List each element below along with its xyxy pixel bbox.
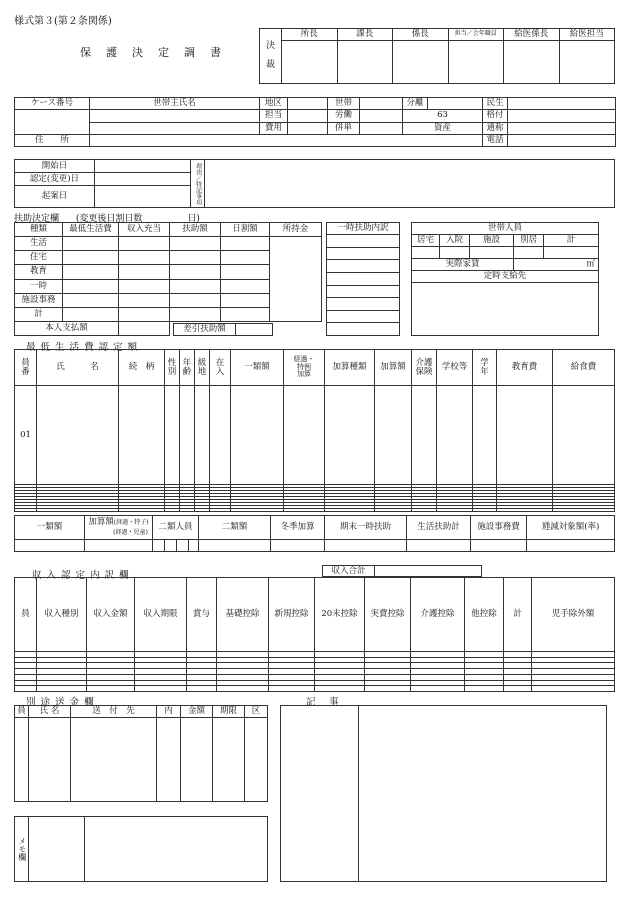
approval-header: 担当／会年職員 <box>448 29 504 41</box>
transfer-cell[interactable] <box>157 718 181 802</box>
ml-cell[interactable] <box>553 386 615 485</box>
temp-aid-table <box>326 222 400 336</box>
income-col: 収入金額 <box>87 578 135 652</box>
ml-cell[interactable] <box>210 508 231 511</box>
income-cell[interactable] <box>187 686 217 692</box>
transfer-cell[interactable] <box>213 718 245 802</box>
fixed-pay-label: 定時支給先 <box>412 271 599 283</box>
decision-cell[interactable] <box>63 293 119 307</box>
cert-date-field[interactable] <box>95 173 191 186</box>
sum-col: 期末一時扶助 <box>325 516 407 540</box>
ml-col: 加算額 <box>375 350 412 386</box>
memo-table <box>14 816 268 882</box>
ml-cell[interactable] <box>437 386 473 485</box>
ml-col: 学 年 <box>473 350 497 386</box>
decision-cell[interactable] <box>170 279 221 293</box>
transfer-col: 期限 <box>213 706 245 718</box>
approval-header: 係長 <box>393 29 449 41</box>
decision-row-label: 一時 <box>15 279 63 293</box>
members-cell[interactable] <box>470 247 514 259</box>
sum-col: 二類人員 <box>153 516 199 540</box>
memo-label: メモ欄 <box>15 817 29 882</box>
ml-cell[interactable] <box>195 508 210 511</box>
ml-cell[interactable] <box>473 508 497 511</box>
status-field[interactable] <box>508 110 616 122</box>
notes-table <box>280 705 607 882</box>
cert-date-label: 認定(変更)日 <box>15 173 95 186</box>
income-total-table <box>322 565 482 577</box>
income-col: 新規控除 <box>269 578 315 652</box>
decision-cell[interactable] <box>63 279 119 293</box>
members-cell[interactable] <box>544 247 599 259</box>
transfer-title: 別 途 送 金 欄 <box>26 697 95 708</box>
sum-col-addition-sub2: (経過・児童) <box>113 528 148 536</box>
income-cell[interactable] <box>411 686 465 692</box>
decision-cell[interactable] <box>170 307 221 321</box>
members-table <box>411 222 599 336</box>
ml-cell[interactable] <box>210 386 231 485</box>
income-col: 収入種別 <box>37 578 87 652</box>
cash-on-hand-field[interactable] <box>270 237 322 322</box>
ml-cell[interactable] <box>37 508 119 511</box>
household-field[interactable] <box>360 98 403 110</box>
income-cell[interactable] <box>15 686 37 692</box>
ml-cell[interactable] <box>165 386 180 485</box>
notes-field[interactable] <box>281 706 359 882</box>
start-date-field[interactable] <box>95 160 191 173</box>
rent-label: 実際家賃 <box>412 259 514 271</box>
income-cell[interactable] <box>87 686 135 692</box>
ml-cell[interactable] <box>473 386 497 485</box>
self-pay-field[interactable] <box>119 321 170 335</box>
decision-col: 収入充当 <box>119 223 170 237</box>
stamp-box[interactable] <box>559 41 615 84</box>
memo-field-2[interactable] <box>85 817 268 882</box>
decision-row-label: 住宅 <box>15 251 63 265</box>
ml-cell[interactable] <box>231 508 284 511</box>
separation-field[interactable] <box>428 98 483 110</box>
sum-cell[interactable] <box>407 540 471 552</box>
sum-cell[interactable] <box>165 540 177 552</box>
welfare-label: 民生 <box>483 98 508 110</box>
draft-date-label: 起案日 <box>15 186 95 208</box>
stamp-box[interactable] <box>393 41 449 84</box>
area-label: 地区 <box>260 98 288 110</box>
ml-col: 級 地 <box>195 350 210 386</box>
decision-cell[interactable] <box>221 251 270 265</box>
ml-col: 性 別 <box>165 350 180 386</box>
decision-col: 種類 <box>15 223 63 237</box>
decision-title-text: 扶助決定欄 <box>14 214 60 224</box>
staff-label: 担当 <box>260 110 288 122</box>
memo-field[interactable] <box>29 817 85 882</box>
ml-cell[interactable] <box>119 386 165 485</box>
ml-cell[interactable] <box>412 508 437 511</box>
notes-field-2[interactable] <box>359 706 607 882</box>
notes-title: 記 事 <box>306 697 341 708</box>
ml-col: 介護 保険 <box>412 350 437 386</box>
members-col: 計 <box>544 235 599 247</box>
separation-value: 63 <box>403 110 483 122</box>
ml-cell[interactable] <box>325 386 375 485</box>
income-cell[interactable] <box>315 686 365 692</box>
transfer-cell[interactable] <box>15 718 29 802</box>
temp-aid-cell[interactable] <box>327 272 400 285</box>
ml-first-row-number: 01 <box>15 386 37 485</box>
stamp-box[interactable] <box>448 41 504 84</box>
sum-cell[interactable] <box>177 540 189 552</box>
head-name-label: 世帯主氏名 <box>90 98 260 110</box>
income-cell[interactable] <box>269 686 315 692</box>
phone-label: 電話 <box>483 134 508 146</box>
min-living-title: 最 低 生 活 費 認 定 額 <box>26 342 139 353</box>
ml-cell[interactable] <box>284 508 325 511</box>
ml-col: 学校等 <box>437 350 473 386</box>
sum-cell[interactable] <box>85 540 153 552</box>
ml-cell[interactable] <box>412 386 437 485</box>
temp-aid-cell[interactable] <box>327 298 400 311</box>
household-label: 世帯 <box>328 98 360 110</box>
ml-cell[interactable] <box>180 508 195 511</box>
ml-col: 教育費 <box>497 350 553 386</box>
decision-cell[interactable] <box>221 307 270 321</box>
sum-col: 生活扶助計 <box>407 516 471 540</box>
decision-cell[interactable] <box>119 251 170 265</box>
income-title: 収 入 認 定 内 訳 欄 <box>32 570 130 581</box>
alias-field[interactable] <box>508 122 616 134</box>
members-col: 施設 <box>470 235 514 247</box>
alias-label: 通称 <box>483 122 508 134</box>
sum-col <box>85 516 153 540</box>
diff-label: 差引扶助額 <box>174 324 236 336</box>
decision-cell[interactable] <box>170 251 221 265</box>
decision-cell[interactable] <box>170 237 221 251</box>
temp-aid-cell[interactable] <box>327 247 400 260</box>
transfer-cell[interactable] <box>29 718 71 802</box>
ml-col: 年 齢 <box>180 350 195 386</box>
labor-field[interactable] <box>360 110 403 122</box>
stamp-box[interactable] <box>504 41 560 84</box>
sum-col: 施設事務費 <box>471 516 527 540</box>
ml-empty-rows <box>15 485 615 512</box>
income-rows <box>15 652 615 692</box>
sum-col-addition-sub1: (経過・特子) <box>113 519 149 527</box>
sum-cell[interactable] <box>199 540 271 552</box>
income-col: 他控除 <box>465 578 504 652</box>
ml-cell[interactable] <box>325 508 375 511</box>
min-living-table <box>14 349 615 512</box>
transfer-cell[interactable] <box>71 718 157 802</box>
draft-date-field[interactable] <box>95 186 191 208</box>
transfer-cell[interactable] <box>245 718 268 802</box>
decision-row-label: 施設事務 <box>15 293 63 307</box>
income-col: 基礎控除 <box>217 578 269 652</box>
start-date-label: 開始日 <box>15 160 95 173</box>
status-label: 格付 <box>483 110 508 122</box>
stamp-box[interactable] <box>282 41 338 84</box>
temp-aid-label: 一時扶助内訳 <box>327 223 400 235</box>
transfer-table <box>14 705 268 802</box>
address-field[interactable] <box>90 134 483 146</box>
sum-cell[interactable] <box>271 540 325 552</box>
approval-header: 課長 <box>337 29 393 41</box>
income-col: 20未控除 <box>315 578 365 652</box>
ml-col: 経過・ 特例 加算 <box>284 350 325 386</box>
self-pay-label: 本人支払額 <box>15 321 119 335</box>
members-cell[interactable] <box>412 247 440 259</box>
approval-label: 決 裁 <box>260 29 282 84</box>
fixed-pay-field[interactable] <box>412 283 599 336</box>
ml-col: 一類額 <box>231 350 284 386</box>
ml-col: 給食費 <box>553 350 615 386</box>
decision-cell[interactable] <box>119 307 170 321</box>
temp-aid-cell[interactable] <box>327 310 400 323</box>
decision-cell[interactable] <box>63 237 119 251</box>
income-col: 員 <box>15 578 37 652</box>
income-col: 実費控除 <box>365 578 411 652</box>
ml-cell[interactable] <box>165 508 180 511</box>
ml-cell[interactable] <box>437 508 473 511</box>
approval-header: 給医係長 <box>504 29 560 41</box>
temp-aid-cell[interactable] <box>327 323 400 336</box>
transfer-col: 金額 <box>181 706 213 718</box>
income-cell[interactable] <box>217 686 269 692</box>
transfer-col: 区 <box>245 706 268 718</box>
head-name-field[interactable] <box>90 110 260 122</box>
ml-col: 氏 名 <box>37 350 119 386</box>
combined-label: 併単 <box>328 122 360 134</box>
income-cell[interactable] <box>365 686 411 692</box>
income-col: 介護控除 <box>411 578 465 652</box>
decision-cell[interactable] <box>119 293 170 307</box>
income-cell[interactable] <box>135 686 187 692</box>
ml-cell[interactable] <box>180 386 195 485</box>
welfare-field[interactable] <box>508 98 616 110</box>
decision-cell[interactable] <box>63 307 119 321</box>
sum-cell[interactable] <box>15 540 85 552</box>
members-title: 世帯人員 <box>412 223 599 235</box>
labor-label: 労働 <box>328 110 360 122</box>
income-table <box>14 577 615 692</box>
temp-aid-cell[interactable] <box>327 285 400 298</box>
separation-label: 分離 <box>403 98 428 110</box>
ml-summary-table <box>14 515 615 552</box>
decision-col: 最低生活費 <box>63 223 119 237</box>
decision-row-label: 生活 <box>15 237 63 251</box>
income-col: 児手除外額 <box>532 578 615 652</box>
ml-cell[interactable] <box>553 508 615 511</box>
sum-col-addition: 加算額 <box>88 517 114 528</box>
transfer-col: 送 付 先 <box>71 706 157 718</box>
stamp-box[interactable] <box>337 41 393 84</box>
income-col: 賞与 <box>187 578 217 652</box>
transfer-col: 員 <box>15 706 29 718</box>
staff-field[interactable] <box>288 110 328 122</box>
ml-cell[interactable] <box>119 508 165 511</box>
temp-aid-cell[interactable] <box>327 260 400 273</box>
ml-cell[interactable] <box>497 508 553 511</box>
combined-field[interactable] <box>360 122 403 134</box>
decision-cell[interactable] <box>170 293 221 307</box>
rent-unit: ㎡ <box>514 259 599 271</box>
ml-cell[interactable] <box>195 386 210 485</box>
approval-header: 所長 <box>282 29 338 41</box>
decision-cell[interactable] <box>170 265 221 279</box>
members-col: 居宅 <box>412 235 440 247</box>
cost-label: 費用 <box>260 122 288 134</box>
transfer-col: 氏 名 <box>29 706 71 718</box>
income-col: 計 <box>504 578 532 652</box>
decision-cell[interactable] <box>221 293 270 307</box>
members-col: 別居 <box>514 235 544 247</box>
members-col: 入院 <box>440 235 470 247</box>
ml-cell[interactable] <box>284 386 325 485</box>
dates-table <box>14 159 615 208</box>
reason-field[interactable] <box>205 160 615 208</box>
decision-subtitle: (変更後日割日数 日) <box>75 214 200 224</box>
decision-col: 日割額 <box>221 223 270 237</box>
sum-col: 冬季加算 <box>271 516 325 540</box>
sum-cell[interactable] <box>527 540 615 552</box>
ml-cell[interactable] <box>375 508 412 511</box>
sum-col: 逓減対象額(率) <box>527 516 615 540</box>
approval-header: 給医担当 <box>559 29 615 41</box>
ml-col: 加算種類 <box>325 350 375 386</box>
sum-cell[interactable] <box>153 540 165 552</box>
temp-aid-cell[interactable] <box>327 235 400 248</box>
ml-cell[interactable] <box>375 386 412 485</box>
income-cell[interactable] <box>37 686 87 692</box>
ml-col: 員 番 <box>15 350 37 386</box>
income-cell[interactable] <box>465 686 504 692</box>
diff-field[interactable] <box>236 324 273 336</box>
decision-row-label: 計 <box>15 307 63 321</box>
sum-cell[interactable] <box>189 540 199 552</box>
form-number: 様式第３(第２条関係) <box>14 16 112 27</box>
transfer-cell[interactable] <box>181 718 213 802</box>
case-number-label: ケース番号 <box>15 98 90 110</box>
sum-col: 一類額 <box>15 516 85 540</box>
transfer-col: 内 <box>157 706 181 718</box>
ml-cell[interactable] <box>231 386 284 485</box>
diff-table <box>173 323 273 336</box>
assets-label: 資産 <box>403 122 483 134</box>
ml-cell[interactable] <box>37 386 119 485</box>
income-cell[interactable] <box>504 686 532 692</box>
phone-field[interactable] <box>508 134 616 146</box>
area-field[interactable] <box>288 98 328 110</box>
reason-label: 理由／特記事項 <box>191 160 205 208</box>
income-total-label: 収入合計 <box>323 566 375 577</box>
ml-col: 続 柄 <box>119 350 165 386</box>
decision-cell[interactable] <box>221 279 270 293</box>
head-name-field-2[interactable] <box>90 122 260 134</box>
decision-cell[interactable] <box>63 251 119 265</box>
sum-col: 二類額 <box>199 516 271 540</box>
cost-field[interactable] <box>288 122 328 134</box>
case-number-field[interactable] <box>15 110 90 135</box>
income-cell[interactable] <box>532 686 615 692</box>
approval-table <box>259 28 615 84</box>
decision-col: 所持金 <box>270 223 322 237</box>
decision-row-label: 教育 <box>15 265 63 279</box>
case-table <box>14 97 616 147</box>
decision-cell[interactable] <box>221 237 270 251</box>
ml-col: 在 入 <box>210 350 231 386</box>
members-cell[interactable] <box>440 247 470 259</box>
decision-cell[interactable] <box>119 237 170 251</box>
decision-col: 扶助額 <box>170 223 221 237</box>
decision-cell[interactable] <box>119 265 170 279</box>
income-total-field[interactable] <box>375 566 482 577</box>
form-title: 保 護 決 定 調 書 <box>80 46 223 59</box>
ml-cell[interactable] <box>497 386 553 485</box>
address-label: 住 所 <box>15 134 90 146</box>
decision-table <box>14 222 322 336</box>
income-col: 収入期限 <box>135 578 187 652</box>
decision-cell[interactable] <box>119 279 170 293</box>
sum-cell[interactable] <box>325 540 407 552</box>
decision-cell[interactable] <box>63 265 119 279</box>
members-cell[interactable] <box>514 247 544 259</box>
sum-cell[interactable] <box>471 540 527 552</box>
ml-cell[interactable] <box>15 508 37 511</box>
decision-cell[interactable] <box>221 265 270 279</box>
